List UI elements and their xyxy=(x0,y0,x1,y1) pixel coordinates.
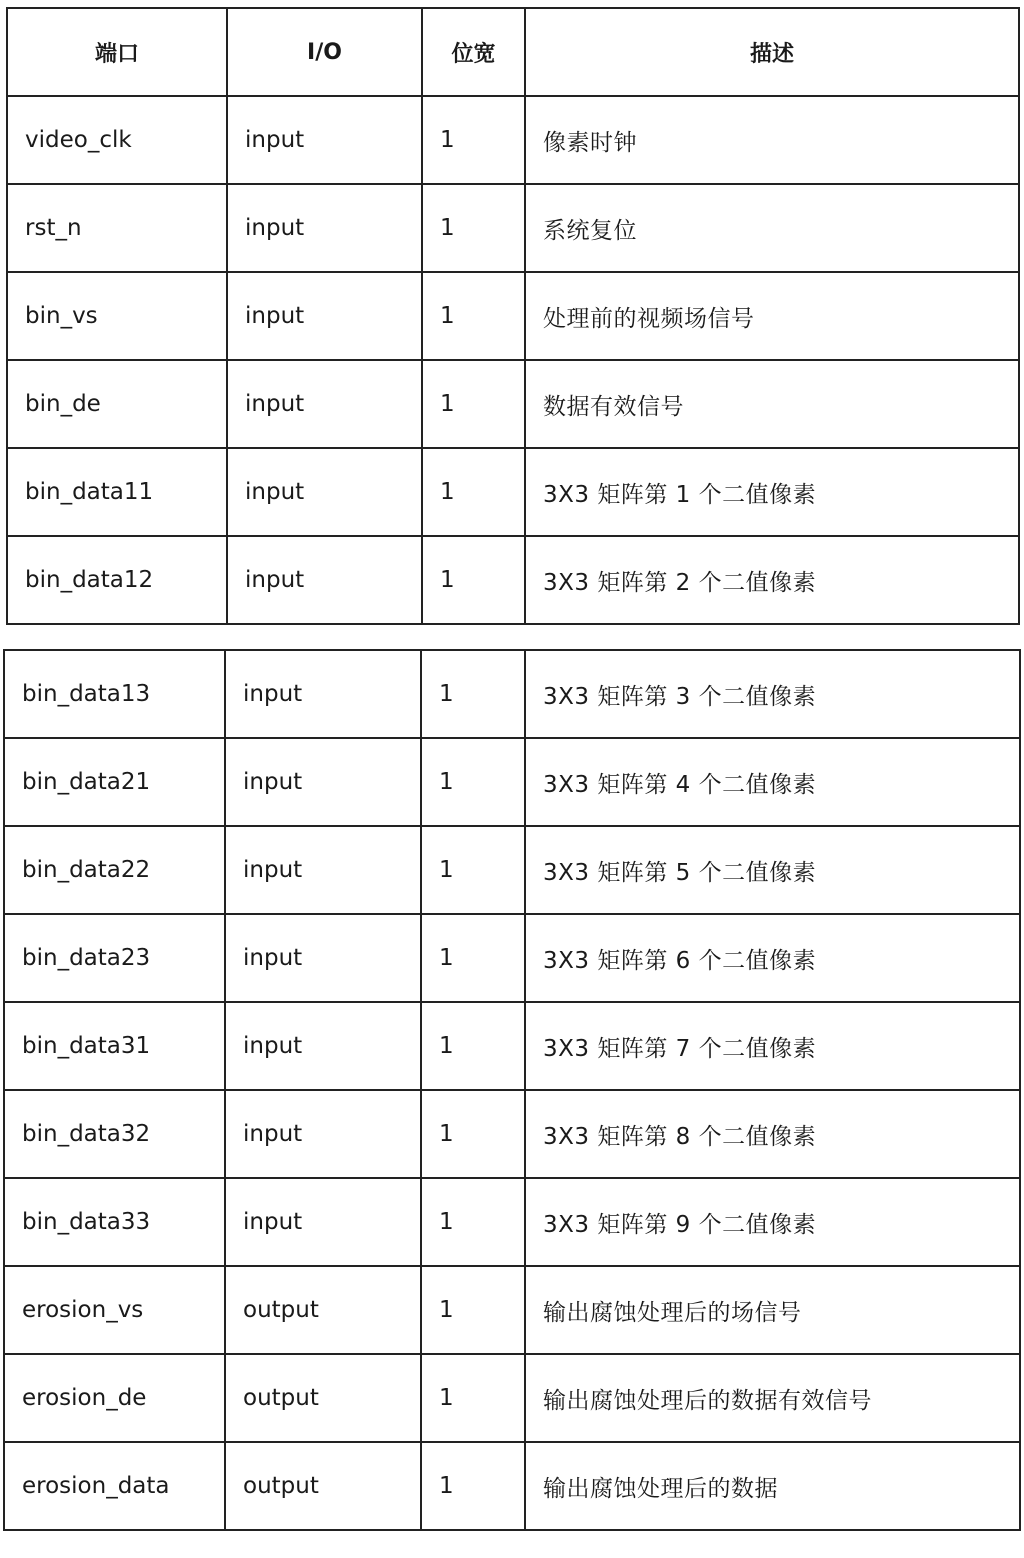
cell-width: 1 xyxy=(422,96,525,184)
table-row xyxy=(4,1178,1020,1266)
cell-desc: 数据有效信号 xyxy=(525,360,1019,448)
cell-desc: 3X3 矩阵第 8 个二值像素 xyxy=(525,1090,1020,1178)
port-table-part-1 xyxy=(6,7,1020,625)
header-width: 位宽 xyxy=(422,8,525,96)
cell-port: bin_vs xyxy=(7,272,227,360)
cell-width: 1 xyxy=(421,738,525,826)
cell-desc: 3X3 矩阵第 7 个二值像素 xyxy=(525,1002,1020,1090)
cell-io: input xyxy=(225,1178,421,1266)
cell-desc: 3X3 矩阵第 2 个二值像素 xyxy=(525,536,1019,624)
table-row xyxy=(7,96,1019,184)
table-row xyxy=(4,1442,1020,1530)
cell-port: bin_data31 xyxy=(4,1002,225,1090)
cell-desc: 3X3 矩阵第 6 个二值像素 xyxy=(525,914,1020,1002)
cell-port: bin_data21 xyxy=(4,738,225,826)
cell-desc: 处理前的视频场信号 xyxy=(525,272,1019,360)
cell-io: input xyxy=(227,448,422,536)
cell-width: 1 xyxy=(422,536,525,624)
cell-width: 1 xyxy=(422,448,525,536)
table-header-row xyxy=(7,8,1019,96)
cell-width: 1 xyxy=(421,1442,525,1530)
cell-width: 1 xyxy=(422,360,525,448)
table-row xyxy=(7,448,1019,536)
cell-port: bin_data13 xyxy=(4,650,225,738)
cell-port: video_clk xyxy=(7,96,227,184)
cell-port: bin_data32 xyxy=(4,1090,225,1178)
cell-io: input xyxy=(227,96,422,184)
cell-desc: 3X3 矩阵第 4 个二值像素 xyxy=(525,738,1020,826)
cell-io: input xyxy=(225,650,421,738)
table-row xyxy=(4,738,1020,826)
cell-io: output xyxy=(225,1354,421,1442)
table-row xyxy=(4,1266,1020,1354)
cell-width: 1 xyxy=(422,184,525,272)
table-row xyxy=(4,650,1020,738)
cell-width: 1 xyxy=(422,272,525,360)
cell-io: input xyxy=(227,360,422,448)
cell-width: 1 xyxy=(421,826,525,914)
cell-io: input xyxy=(227,536,422,624)
header-io: I/O xyxy=(227,8,422,96)
port-table-part-2 xyxy=(3,649,1021,1531)
cell-desc: 3X3 矩阵第 3 个二值像素 xyxy=(525,650,1020,738)
table-row xyxy=(4,1090,1020,1178)
cell-io: input xyxy=(225,826,421,914)
header-port: 端口 xyxy=(7,8,227,96)
cell-io: input xyxy=(227,272,422,360)
cell-width: 1 xyxy=(421,1090,525,1178)
cell-port: erosion_data xyxy=(4,1442,225,1530)
cell-port: bin_data12 xyxy=(7,536,227,624)
cell-width: 1 xyxy=(421,1002,525,1090)
table-body-1 xyxy=(7,96,1019,624)
cell-desc: 系统复位 xyxy=(525,184,1019,272)
table-row xyxy=(7,272,1019,360)
table-row xyxy=(7,184,1019,272)
cell-io: output xyxy=(225,1442,421,1530)
cell-desc: 输出腐蚀处理后的数据有效信号 xyxy=(525,1354,1020,1442)
cell-desc: 像素时钟 xyxy=(525,96,1019,184)
cell-io: input xyxy=(225,1002,421,1090)
cell-desc: 3X3 矩阵第 1 个二值像素 xyxy=(525,448,1019,536)
cell-width: 1 xyxy=(421,1178,525,1266)
cell-port: bin_data11 xyxy=(7,448,227,536)
cell-desc: 输出腐蚀处理后的数据 xyxy=(525,1442,1020,1530)
table-body-2 xyxy=(4,650,1020,1530)
cell-io: output xyxy=(225,1266,421,1354)
cell-io: input xyxy=(225,914,421,1002)
cell-port: rst_n xyxy=(7,184,227,272)
cell-width: 1 xyxy=(421,1266,525,1354)
cell-desc: 输出腐蚀处理后的场信号 xyxy=(525,1266,1020,1354)
cell-width: 1 xyxy=(421,650,525,738)
cell-io: input xyxy=(227,184,422,272)
header-desc: 描述 xyxy=(525,8,1019,96)
table-row xyxy=(4,1002,1020,1090)
table-row xyxy=(4,1354,1020,1442)
table-row xyxy=(4,914,1020,1002)
cell-width: 1 xyxy=(421,1354,525,1442)
table-row xyxy=(7,536,1019,624)
cell-desc: 3X3 矩阵第 5 个二值像素 xyxy=(525,826,1020,914)
cell-port: erosion_vs xyxy=(4,1266,225,1354)
cell-port: erosion_de xyxy=(4,1354,225,1442)
cell-io: input xyxy=(225,1090,421,1178)
table-row xyxy=(7,360,1019,448)
table-row xyxy=(4,826,1020,914)
cell-port: bin_data22 xyxy=(4,826,225,914)
cell-port: bin_de xyxy=(7,360,227,448)
cell-desc: 3X3 矩阵第 9 个二值像素 xyxy=(525,1178,1020,1266)
cell-width: 1 xyxy=(421,914,525,1002)
cell-port: bin_data33 xyxy=(4,1178,225,1266)
cell-port: bin_data23 xyxy=(4,914,225,1002)
cell-io: input xyxy=(225,738,421,826)
